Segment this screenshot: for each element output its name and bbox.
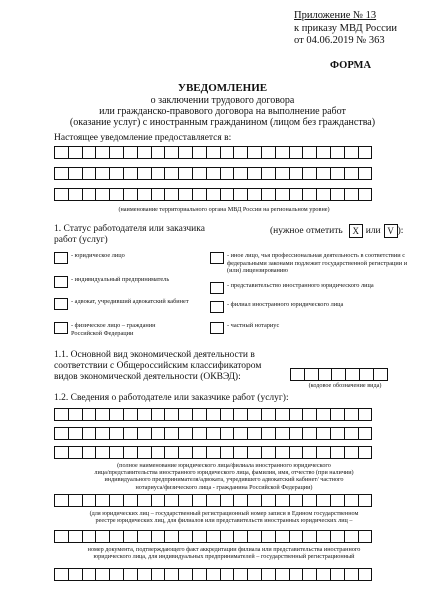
organ-grid-row[interactable] (54, 146, 371, 159)
grid-cell[interactable] (261, 167, 276, 180)
grid-cell[interactable] (95, 568, 110, 581)
grid-cell[interactable] (151, 530, 166, 543)
grid-cell[interactable] (344, 408, 359, 421)
organ-caption: (наименование территориального органа МВД России на региональном уровне) (118, 206, 330, 213)
grid-cell[interactable] (344, 188, 359, 201)
grid-cell[interactable] (261, 427, 276, 440)
accreditation-grid-row[interactable] (54, 530, 371, 543)
grid-cell[interactable] (109, 427, 124, 440)
grid-cell[interactable] (54, 494, 69, 507)
status-checkbox[interactable] (54, 322, 68, 334)
grid-cell[interactable] (151, 146, 166, 159)
grid-cell[interactable] (82, 427, 97, 440)
mark-or: или (365, 225, 381, 236)
grid-cell[interactable] (316, 146, 331, 159)
grid-cell[interactable] (192, 568, 207, 581)
section1-title-line: работ (услуг) (54, 235, 108, 245)
status-checkbox[interactable] (210, 322, 224, 334)
mark-v-box: V (384, 224, 398, 238)
grid-cell[interactable] (206, 188, 221, 201)
grid-cell[interactable] (137, 530, 152, 543)
grid-cell[interactable] (123, 494, 138, 507)
status-option[interactable] (210, 301, 410, 313)
grid-cell[interactable] (68, 446, 83, 459)
status-option[interactable] (210, 252, 410, 275)
grid-cell[interactable] (358, 446, 373, 459)
grid-cell[interactable] (289, 146, 304, 159)
title-line: или гражданско-правового договора на выполнение работ (99, 106, 346, 117)
grid-cell[interactable] (82, 446, 97, 459)
status-option-label: - юридическое лицо (71, 252, 125, 259)
section11-line: видов экономической деятельности (ОКВЭД): (54, 372, 241, 382)
grid-cell[interactable] (261, 494, 276, 507)
grid-cell[interactable] (330, 446, 345, 459)
grid-cell[interactable] (220, 146, 235, 159)
appendix-line: от 04.06.2019 № 363 (294, 35, 385, 46)
grid-cell[interactable] (302, 427, 317, 440)
grid-cell[interactable] (123, 167, 138, 180)
grid-cell[interactable] (302, 188, 317, 201)
grid-cell[interactable] (289, 530, 304, 543)
grid-cell[interactable] (95, 530, 110, 543)
grid-cell[interactable] (123, 530, 138, 543)
grid-cell[interactable] (164, 146, 179, 159)
grid-cell[interactable] (82, 408, 97, 421)
grid-cell[interactable] (192, 408, 207, 421)
grid-cell[interactable] (330, 188, 345, 201)
grid-cell[interactable] (275, 188, 290, 201)
grid-cell[interactable] (54, 167, 69, 180)
grid-cell[interactable] (123, 408, 138, 421)
grid-cell[interactable] (316, 494, 331, 507)
grid-cell[interactable] (247, 408, 262, 421)
organ-grid-row[interactable] (54, 188, 371, 201)
grid-cell[interactable] (137, 427, 152, 440)
grid-cell[interactable] (137, 188, 152, 201)
grid-cell[interactable] (151, 167, 166, 180)
grid-cell[interactable] (358, 494, 373, 507)
grid-cell[interactable] (261, 568, 276, 581)
grid-cell[interactable] (344, 146, 359, 159)
appendix-block (294, 10, 397, 48)
grid-cell[interactable] (151, 494, 166, 507)
grid-cell[interactable] (330, 494, 345, 507)
grid-cell[interactable] (302, 568, 317, 581)
grid-cell[interactable] (206, 408, 221, 421)
grid-cell[interactable] (316, 188, 331, 201)
status-checkbox[interactable] (54, 298, 68, 310)
grid-cell[interactable] (178, 146, 193, 159)
employer-grid-row[interactable] (54, 427, 371, 440)
intro-text: Настоящее уведомление предоставляется в: (54, 133, 232, 143)
grid-cell[interactable] (137, 568, 152, 581)
grid-cell[interactable] (289, 188, 304, 201)
caption-line: лица/представительства иностранного юридического лица, фамилия, имя, отчество (при наличии) (94, 469, 354, 477)
grid-cell[interactable] (358, 146, 373, 159)
grid-cell[interactable] (95, 408, 110, 421)
grid-cell[interactable] (68, 167, 83, 180)
grid-cell[interactable] (178, 408, 193, 421)
mark-hint-end: ): (397, 225, 404, 236)
grid-cell[interactable] (247, 167, 262, 180)
okved-caption: (кодовое обозначение вида) (308, 382, 382, 389)
grid-cell[interactable] (220, 188, 235, 201)
grid-cell[interactable] (289, 408, 304, 421)
grid-cell[interactable] (192, 146, 207, 159)
grid-cell[interactable] (316, 530, 331, 543)
status-checkbox[interactable] (54, 276, 68, 288)
grid-cell[interactable] (275, 408, 290, 421)
grid-cell[interactable] (206, 494, 221, 507)
grid-cell[interactable] (54, 188, 69, 201)
grid-cell[interactable] (137, 494, 152, 507)
grid-cell[interactable] (95, 167, 110, 180)
employer-grid-row[interactable] (54, 446, 371, 459)
grid-cell[interactable] (151, 446, 166, 459)
status-checkbox[interactable] (54, 252, 68, 264)
grid-cell[interactable] (206, 167, 221, 180)
grid-cell[interactable] (302, 446, 317, 459)
appendix-line: к приказу МВД России (294, 22, 397, 34)
grid-cell[interactable] (109, 494, 124, 507)
appendix-line: Приложение № 13 (294, 10, 377, 21)
grid-cell[interactable] (316, 568, 331, 581)
grid-cell[interactable] (373, 368, 388, 381)
grid-cell[interactable] (164, 188, 179, 201)
grid-cell[interactable] (302, 408, 317, 421)
grid-cell[interactable] (220, 568, 235, 581)
grid-cell[interactable] (54, 427, 69, 440)
caption-line: (полное наименование юридического лица/филиала иностранного юридического (117, 462, 331, 469)
grid-cell[interactable] (358, 530, 373, 543)
grid-cell[interactable] (220, 530, 235, 543)
grid-cell[interactable] (68, 188, 83, 201)
grid-cell[interactable] (330, 167, 345, 180)
grid-cell[interactable] (82, 568, 97, 581)
grid-cell[interactable] (275, 494, 290, 507)
grid-cell[interactable] (247, 427, 262, 440)
grid-cell[interactable] (178, 530, 193, 543)
ogrn-caption (54, 510, 394, 524)
caption-line: номер документа, подтверждающего факт аккредитации филиала или представительства иностранного (87, 546, 361, 553)
grid-cell[interactable] (359, 368, 374, 381)
grid-cell[interactable] (109, 408, 124, 421)
grid-cell[interactable] (275, 427, 290, 440)
section11-text (54, 350, 284, 383)
grid-cell[interactable] (109, 446, 124, 459)
grid-cell[interactable] (289, 568, 304, 581)
grid-cell[interactable] (302, 146, 317, 159)
grid-cell[interactable] (137, 167, 152, 180)
grid-cell[interactable] (358, 188, 373, 201)
grid-cell[interactable] (316, 446, 331, 459)
grid-cell[interactable] (358, 427, 373, 440)
grid-cell[interactable] (109, 167, 124, 180)
title-line: о заключении трудового договора (150, 95, 295, 106)
grid-cell[interactable] (302, 167, 317, 180)
grid-cell[interactable] (54, 530, 69, 543)
grid-cell[interactable] (151, 408, 166, 421)
grid-cell[interactable] (233, 530, 248, 543)
grid-cell[interactable] (344, 568, 359, 581)
grid-cell[interactable] (345, 368, 360, 381)
grid-cell[interactable] (233, 446, 248, 459)
grid-cell[interactable] (151, 188, 166, 201)
grid-cell[interactable] (344, 427, 359, 440)
grid-cell[interactable] (220, 167, 235, 180)
grid-cell[interactable] (109, 188, 124, 201)
grid-cell[interactable] (68, 408, 83, 421)
grid-cell[interactable] (275, 146, 290, 159)
grid-cell[interactable] (137, 446, 152, 459)
status-checkbox[interactable] (210, 252, 224, 264)
grid-cell[interactable] (123, 427, 138, 440)
accreditation-caption (54, 546, 394, 560)
grid-cell[interactable] (220, 446, 235, 459)
grid-cell[interactable] (302, 530, 317, 543)
grid-cell[interactable] (178, 446, 193, 459)
grid-cell[interactable] (178, 568, 193, 581)
grid-cell[interactable] (109, 530, 124, 543)
grid-cell[interactable] (123, 446, 138, 459)
grid-cell[interactable] (316, 427, 331, 440)
grid-cell[interactable] (289, 446, 304, 459)
section12-text: 1.2. Сведения о работодателе или заказчике работ (услуг): (54, 393, 289, 403)
grid-cell[interactable] (68, 568, 83, 581)
grid-cell[interactable] (68, 530, 83, 543)
grid-cell[interactable] (178, 167, 193, 180)
grid-cell[interactable] (95, 494, 110, 507)
grid-cell[interactable] (206, 568, 221, 581)
grid-cell[interactable] (151, 427, 166, 440)
grid-cell[interactable] (358, 167, 373, 180)
grid-cell[interactable] (220, 408, 235, 421)
grid-cell[interactable] (109, 146, 124, 159)
grid-cell[interactable] (247, 188, 262, 201)
section1-title-line: 1. Статус работодателя или заказчика (54, 224, 205, 234)
grid-cell[interactable] (82, 188, 97, 201)
grid-cell[interactable] (123, 188, 138, 201)
status-option-label: - индивидуальный предприниматель (71, 276, 170, 283)
grid-cell[interactable] (82, 530, 97, 543)
grid-cell[interactable] (82, 146, 97, 159)
caption-line: нотариуса/физического лица - гражданина Российской Федерации) (135, 483, 313, 491)
grid-cell[interactable] (68, 146, 83, 159)
grid-cell[interactable] (220, 494, 235, 507)
status-option-label: - адвокат, учредивший адвокатский кабинет (71, 298, 189, 305)
grid-cell[interactable] (109, 568, 124, 581)
status-option[interactable] (54, 298, 194, 310)
grid-cell[interactable] (233, 568, 248, 581)
grid-cell[interactable] (330, 530, 345, 543)
grid-cell[interactable] (233, 188, 248, 201)
caption-line: (для юридических лиц – государственный регистрационный номер записи в Едином государственном (89, 510, 359, 517)
grid-cell[interactable] (247, 494, 262, 507)
section11-line: 1.1. Основной вид экономической деятельности в (54, 350, 255, 360)
caption-line: юридического лица, для индивидуальных предпринимателей – государственный регистрационный (93, 553, 355, 561)
grid-cell[interactable] (233, 146, 248, 159)
grid-cell[interactable] (164, 446, 179, 459)
grid-cell[interactable] (330, 427, 345, 440)
employer-grid-row[interactable] (54, 408, 371, 421)
grid-cell[interactable] (178, 427, 193, 440)
ogrn-grid-row[interactable] (54, 494, 371, 507)
grid-cell[interactable] (233, 408, 248, 421)
status-checkbox[interactable] (210, 282, 224, 294)
status-option[interactable] (54, 252, 194, 264)
grid-cell[interactable] (192, 530, 207, 543)
grid-cell[interactable] (137, 146, 152, 159)
grid-cell[interactable] (82, 494, 97, 507)
grid-cell[interactable] (206, 446, 221, 459)
grid-cell[interactable] (95, 446, 110, 459)
organ-grid-row[interactable] (54, 167, 371, 180)
grid-cell[interactable] (304, 368, 319, 381)
grid-cell[interactable] (302, 494, 317, 507)
grid-cell[interactable] (344, 530, 359, 543)
grid-cell[interactable] (247, 568, 262, 581)
grid-cell[interactable] (123, 568, 138, 581)
grid-cell[interactable] (164, 494, 179, 507)
grid-cell[interactable] (192, 494, 207, 507)
grid-cell[interactable] (275, 530, 290, 543)
grid-cell[interactable] (358, 408, 373, 421)
grid-cell[interactable] (289, 494, 304, 507)
document-title (0, 82, 445, 128)
registration-grid-row[interactable] (54, 568, 371, 581)
employer-caption (54, 462, 394, 491)
grid-cell[interactable] (344, 494, 359, 507)
status-option[interactable] (54, 276, 204, 288)
grid-cell[interactable] (206, 146, 221, 159)
grid-cell[interactable] (290, 368, 305, 381)
grid-cell[interactable] (233, 427, 248, 440)
grid-cell[interactable] (247, 446, 262, 459)
grid-cell[interactable] (330, 146, 345, 159)
grid-cell[interactable] (331, 368, 346, 381)
grid-cell[interactable] (54, 446, 69, 459)
grid-cell[interactable] (151, 568, 166, 581)
grid-cell[interactable] (261, 146, 276, 159)
status-option-label: - частный нотариус (227, 322, 280, 329)
grid-cell[interactable] (123, 146, 138, 159)
grid-cell[interactable] (344, 167, 359, 180)
grid-cell[interactable] (261, 188, 276, 201)
caption-line: реестре юридических лиц, для филиалов или представительств иностранных юридических лиц – (95, 517, 353, 525)
grid-cell[interactable] (344, 446, 359, 459)
status-option-label: - представительство иностранного юридического лица (227, 282, 374, 289)
form-label: ФОРМА (330, 60, 372, 71)
grid-cell[interactable] (261, 408, 276, 421)
mark-hint-text: (нужное отметить (270, 225, 343, 236)
grid-cell[interactable] (164, 408, 179, 421)
grid-cell[interactable] (261, 446, 276, 459)
grid-cell[interactable] (206, 530, 221, 543)
status-option-label: - филиал иностранного юридического лица (227, 301, 344, 308)
grid-cell[interactable] (164, 427, 179, 440)
mark-x-box: X (349, 224, 363, 238)
grid-cell[interactable] (316, 408, 331, 421)
grid-cell[interactable] (95, 146, 110, 159)
grid-cell[interactable] (233, 494, 248, 507)
status-option[interactable] (54, 322, 184, 337)
title-heading: УВЕДОМЛЕНИЕ (177, 82, 268, 94)
grid-cell[interactable] (220, 427, 235, 440)
grid-cell[interactable] (178, 494, 193, 507)
grid-cell[interactable] (358, 568, 373, 581)
grid-cell[interactable] (318, 368, 333, 381)
grid-cell[interactable] (192, 427, 207, 440)
section11-line: соответствии с Общероссийским классификатором (54, 361, 262, 371)
okved-grid[interactable] (290, 368, 387, 381)
caption-line: индивидуального предпринимателя/адвоката, учредившего адвокатский кабинет/ частного (104, 476, 344, 484)
grid-cell[interactable] (233, 167, 248, 180)
grid-cell[interactable] (206, 427, 221, 440)
grid-cell[interactable] (275, 167, 290, 180)
grid-cell[interactable] (178, 188, 193, 201)
grid-cell[interactable] (275, 446, 290, 459)
grid-cell[interactable] (192, 188, 207, 201)
status-checkbox[interactable] (210, 301, 224, 313)
status-option[interactable] (210, 282, 410, 294)
grid-cell[interactable] (289, 167, 304, 180)
grid-cell[interactable] (261, 530, 276, 543)
grid-cell[interactable] (247, 530, 262, 543)
grid-cell[interactable] (164, 530, 179, 543)
grid-cell[interactable] (95, 427, 110, 440)
grid-cell[interactable] (68, 494, 83, 507)
grid-cell[interactable] (330, 568, 345, 581)
grid-cell[interactable] (164, 167, 179, 180)
grid-cell[interactable] (54, 568, 69, 581)
status-option-label: - физическое лицо – гражданин Российской Федерации (71, 322, 156, 337)
status-option[interactable] (210, 322, 410, 334)
grid-cell[interactable] (82, 167, 97, 180)
grid-cell[interactable] (164, 568, 179, 581)
status-option-label: - иное лицо, чья профессиональная деятельность в соответствии с федеральными законами подлежит государственной регистрации и (или) лицензированию (227, 252, 408, 274)
grid-cell[interactable] (54, 408, 69, 421)
grid-cell[interactable] (192, 446, 207, 459)
grid-cell[interactable] (330, 408, 345, 421)
grid-cell[interactable] (95, 188, 110, 201)
grid-cell[interactable] (54, 146, 69, 159)
title-line: (оказание услуг) с иностранным гражданином (лицом без гражданства) (69, 117, 376, 128)
grid-cell[interactable] (68, 427, 83, 440)
grid-cell[interactable] (316, 167, 331, 180)
grid-cell[interactable] (289, 427, 304, 440)
grid-cell[interactable] (275, 568, 290, 581)
grid-cell[interactable] (247, 146, 262, 159)
grid-cell[interactable] (192, 167, 207, 180)
mark-hint (270, 224, 403, 238)
section1-title (54, 224, 205, 246)
grid-cell[interactable] (137, 408, 152, 421)
